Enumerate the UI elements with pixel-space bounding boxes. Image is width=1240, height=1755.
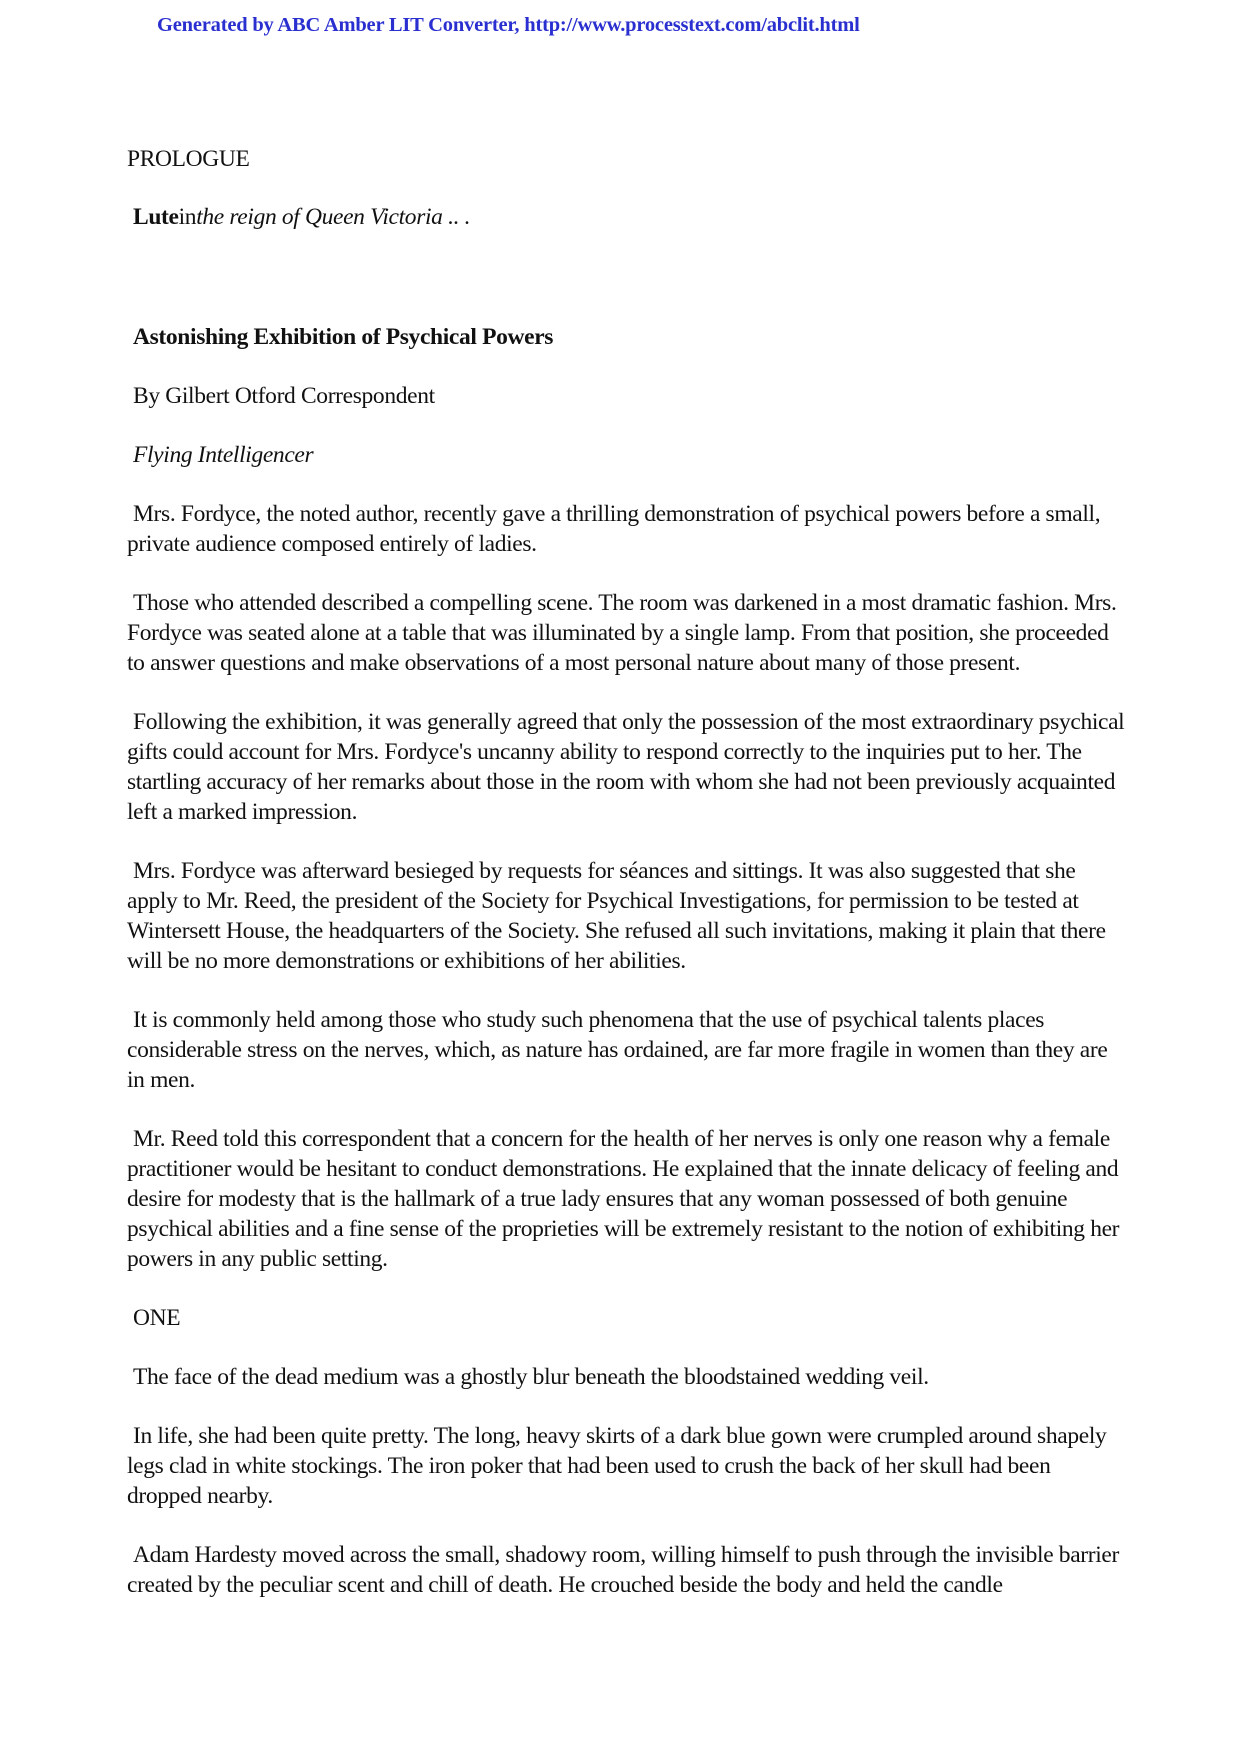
converter-header-link[interactable]: Generated by ABC Amber LIT Converter, http://www.processtext.com/abclit.html xyxy=(157,14,860,36)
paragraph: It is commonly held among those who study such phenomena that the use of psychical talents places considerable stress on the nerves, which, as nature has ordained, are far more fragile in women than they are in men. xyxy=(127,1007,1108,1093)
lute-line xyxy=(127,202,1127,232)
paragraph: Mr. Reed told this correspondent that a concern for the health of her nerves is only one reason why a female practitioner would be hesitant to conduct demonstrations. He explained that the innate delicacy of feeling and desire for modesty that is the hallmark of a true lady ensures that any woman possessed of both genuine psychical abilities and a fine sense of the proprieties will be extremely resistant to the notion of exhibiting her powers in any public setting. xyxy=(127,1126,1120,1272)
paragraph: Those who attended described a compelling scene. The room was darkened in a most dramatic fashion. Mrs. Fordyce was seated alone at a table that was illuminated by a single lamp. From that position, she proceeded to answer questions and make observations of a most personal nature about many of those present. xyxy=(127,590,1117,676)
paragraph: The face of the dead medium was a ghostly blur beneath the bloodstained wedding veil. xyxy=(133,1364,929,1390)
prologue-heading: PROLOGUE xyxy=(127,146,250,172)
lute-italic-text: the reign of Queen Victoria .. . xyxy=(196,204,471,230)
paragraph: In life, she had been quite pretty. The long, heavy skirts of a dark blue gown were crumpled around shapely legs clad in white stockings. The iron poker that had been used to crush the back of her skull had been dropped nearby. xyxy=(127,1423,1107,1509)
paragraph: Mrs. Fordyce was afterward besieged by requests for séances and sittings. It was also suggested that she apply to Mr. Reed, the president of the Society for Psychical Investigations, for permission to be tested at Wintersett House, the headquarters of the Society. She refused all such invitations, making it plain that there will be no more demonstrations or exhibitions of her abilities. xyxy=(127,858,1106,974)
document-body xyxy=(127,144,1127,1600)
article-byline: By Gilbert Otford Correspondent xyxy=(133,383,435,409)
lute-in-text: in xyxy=(178,204,197,230)
paragraph: Mrs. Fordyce, the noted author, recently gave a thrilling demonstration of psychical powers before a small, private audience composed entirely of ladies. xyxy=(127,501,1101,557)
paragraph: Following the exhibition, it was generally agreed that only the possession of the most extraordinary psychical gifts could account for Mrs. Fordyce's uncanny ability to respond correctly to the inquiries put to her. The startling accuracy of her remarks about those in the room with whom she had not been previously acquainted left a marked impression. xyxy=(127,709,1125,825)
chapter-heading: ONE xyxy=(133,1305,181,1331)
article-title: Astonishing Exhibition of Psychical Powers xyxy=(133,324,554,350)
paragraph: Adam Hardesty moved across the small, shadowy room, willing himself to push through the invisible barrier created by the peculiar scent and chill of death. He crouched beside the body and held the candle xyxy=(127,1542,1119,1598)
lute-bold-text: Lute xyxy=(133,204,179,230)
newspaper-name: Flying Intelligencer xyxy=(133,442,314,468)
